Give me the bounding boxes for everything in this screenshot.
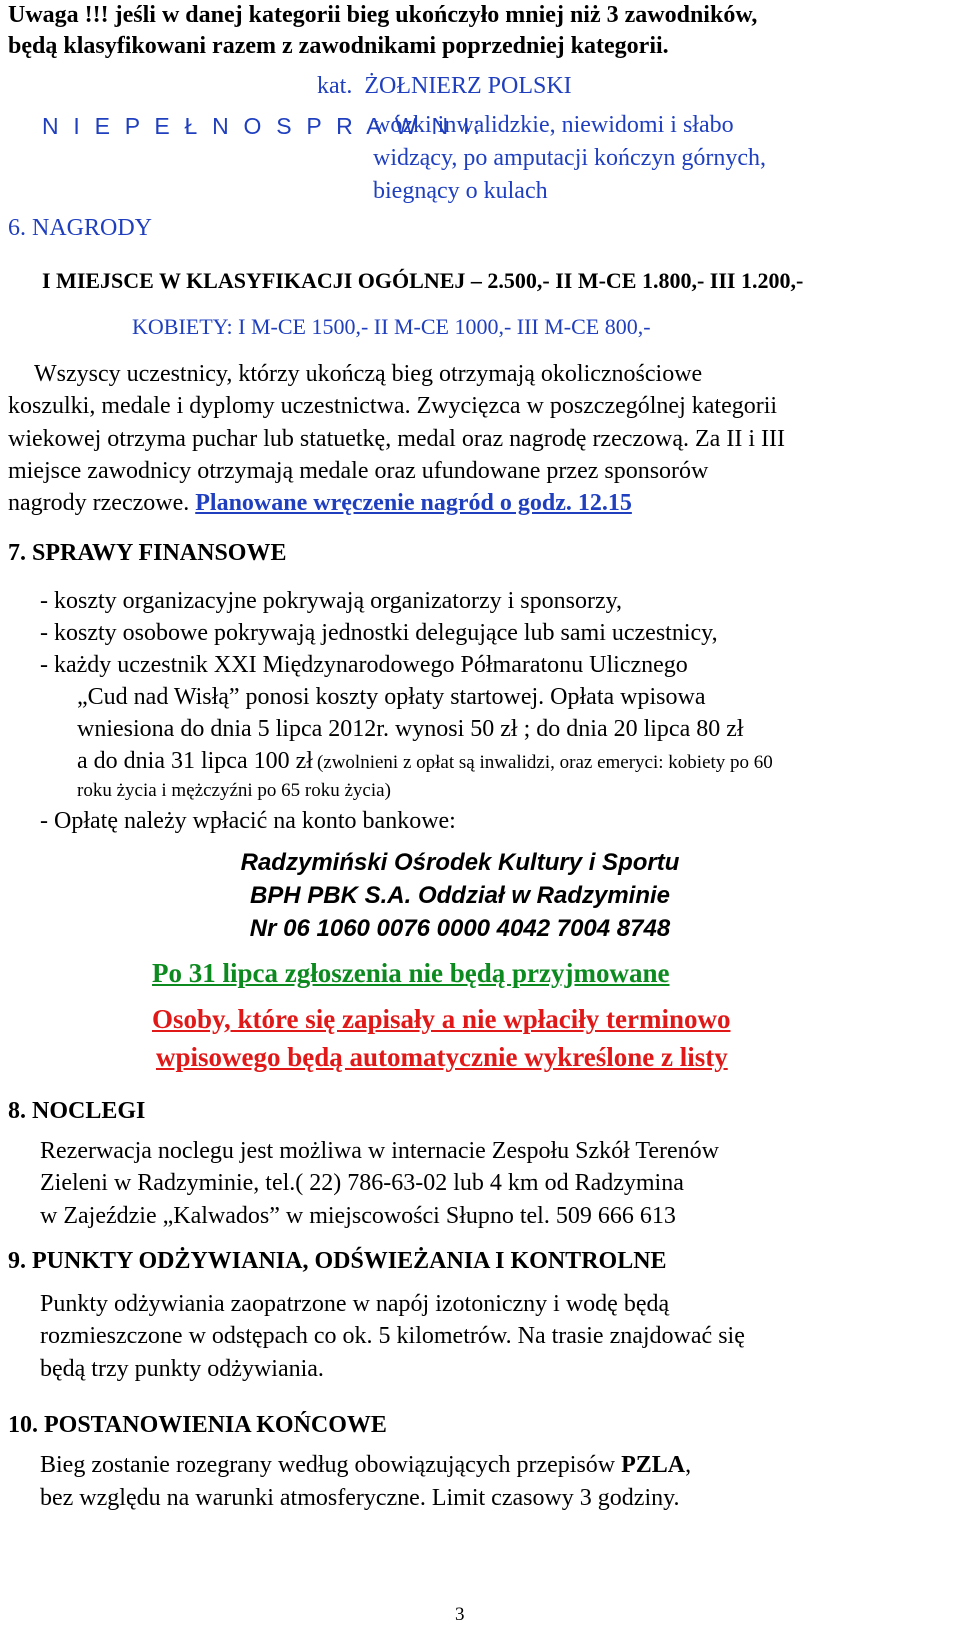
lodging-line-3: w Zajeździe „Kalwados” w miejscowości Słupno tel. 509 666 613 bbox=[40, 1203, 676, 1229]
awards-heading: 6. NAGRODY bbox=[8, 215, 152, 241]
finance-item-3-line-1: - każdy uczestnik XXI Międzynarodowego Półmaratonu Ulicznego bbox=[40, 652, 688, 678]
lodging-heading-text: 8. NOCLEGI bbox=[8, 1098, 146, 1124]
feeding-line-1: Punkty odżywiania zaopatrzone w napój izotoniczny i wodę będą bbox=[40, 1291, 670, 1317]
finance-item-4: - Opłatę należy wpłacić na konto bankowe: bbox=[40, 808, 456, 834]
disabled-desc-line-3: biegnący o kulach bbox=[373, 178, 548, 204]
awards-general: I MIEJSCE W KLASYFIKACJI OGÓLNEJ – 2.500,- II M-CE 1.800,- III 1.200,- bbox=[42, 268, 804, 293]
disabled-category-label: N I E P E Ł N O S P R A W N I: bbox=[42, 113, 485, 139]
awards-para-line-3: wiekowej otrzyma puchar lub statuetkę, medal oraz nagrodę rzeczową. Za II i III bbox=[8, 426, 785, 452]
finance-exemption-note-line-2: roku życia i mężczyźni po 65 roku życia) bbox=[77, 780, 391, 801]
finance-item-3-line-2: „Cud nad Wisłą” ponosi koszty opłaty startowej. Opłata wpisowa bbox=[77, 684, 706, 710]
page-number: 3 bbox=[455, 1604, 465, 1625]
finance-item-3-line-3: wniesiona do dnia 5 lipca 2012r. wynosi 50 zł ; do dnia 20 lipca 80 zł bbox=[77, 716, 744, 742]
awards-women: KOBIETY: I M-CE 1500,- II M-CE 1000,- III M-CE 800,- bbox=[132, 314, 651, 339]
feeding-heading: 9. PUNKTY ODŻYWIANIA, ODŚWIEŻANIA I KONTROLNE bbox=[8, 1248, 667, 1274]
lodging-line-1: Rezerwacja noclegu jest możliwa w internacie Zespołu Szkół Terenów bbox=[40, 1138, 719, 1164]
bank-name: Radzymiński Ośrodek Kultury i Sportu bbox=[240, 849, 680, 876]
warning-line-2: będą klasyfikowani razem z zawodnikami poprzedniej kategorii. bbox=[8, 33, 669, 59]
finance-fee-text: a do dnia 31 lipca 100 zł bbox=[77, 748, 313, 774]
final-line-2: bez względu na warunki atmosferyczne. Limit czasowy 3 godziny. bbox=[40, 1485, 680, 1511]
awards-para-line-2: koszulki, medale i dyplomy uczestnictwa. Zwycięzca w poszczególnej kategorii bbox=[8, 393, 778, 419]
awards-para-line-5-text: nagrody rzeczowe. bbox=[8, 490, 190, 516]
bank-account-number: Nr 06 1060 0076 0000 4042 7004 8748 bbox=[249, 915, 671, 942]
awards-para-line-1: Wszyscy uczestnicy, którzy ukończą bieg otrzymają okolicznościowe bbox=[34, 361, 703, 387]
final-line-1-end: , bbox=[685, 1452, 692, 1478]
feeding-line-3: będą trzy punkty odżywiania. bbox=[40, 1356, 324, 1382]
awards-para-line-4: miejsce zawodnicy otrzymają medale oraz ufundowane przez sponsorów bbox=[8, 458, 709, 484]
finance-item-1: - koszty organizacyjne pokrywają organizatorzy i sponsorzy, bbox=[40, 588, 623, 614]
category-name: ŻOŁNIERZ POLSKI bbox=[364, 73, 572, 99]
awards-para-line-5 bbox=[8, 490, 632, 517]
finance-exemption-note: (zwolnieni z opłat są inwalidzi, oraz emeryci: kobiety po 60 bbox=[316, 752, 773, 773]
finance-heading bbox=[8, 540, 286, 567]
finance-heading-text: 7. SPRAWY FINANSOWE bbox=[8, 540, 287, 566]
warning-line-1: Uwaga !!! jeśli w danej kategorii bieg ukończyło mniej niż 3 zawodników, bbox=[8, 2, 758, 28]
disabled-desc-line-2: widzący, po amputacji kończyn górnych, bbox=[373, 145, 766, 171]
unpaid-warning-line-2: wpisowego będą automatycznie wykreślone z listy bbox=[156, 1042, 728, 1072]
disabled-desc-line-1: wózki inwalidzkie, niewidomi i słabo bbox=[373, 112, 734, 138]
unpaid-warning-line-1: Osoby, które się zapisały a nie wpłaciły terminowo bbox=[152, 1004, 731, 1034]
final-heading: 10. POSTANOWIENIA KOŃCOWE bbox=[8, 1412, 387, 1438]
category-prefix: kat. bbox=[317, 73, 353, 99]
lodging-heading bbox=[8, 1098, 145, 1125]
ceremony-time-link[interactable]: Planowane wręczenie nagród o godz. 12.15 bbox=[195, 490, 632, 516]
feeding-line-2: rozmieszczone w odstępach co ok. 5 kilometrów. Na trasie znajdować się bbox=[40, 1323, 745, 1349]
final-line-1 bbox=[40, 1452, 691, 1479]
lodging-line-2: Zieleni w Radzyminie, tel.( 22) 786-63-02 lub 4 km od Radzymina bbox=[40, 1170, 684, 1196]
bank-branch: BPH PBK S.A. Oddział w Radzyminie bbox=[249, 882, 671, 909]
finance-item-2: - koszty osobowe pokrywają jednostki delegujące lub sami uczestnicy, bbox=[40, 620, 718, 646]
pzla-abbreviation: PZLA bbox=[621, 1452, 686, 1478]
registration-deadline-notice: Po 31 lipca zgłoszenia nie będą przyjmowane bbox=[152, 958, 670, 988]
finance-item-3-line-4 bbox=[77, 748, 773, 775]
final-line-1-text: Bieg zostanie rozegrany według obowiązujących przepisów bbox=[40, 1452, 616, 1478]
category-title bbox=[317, 73, 572, 100]
